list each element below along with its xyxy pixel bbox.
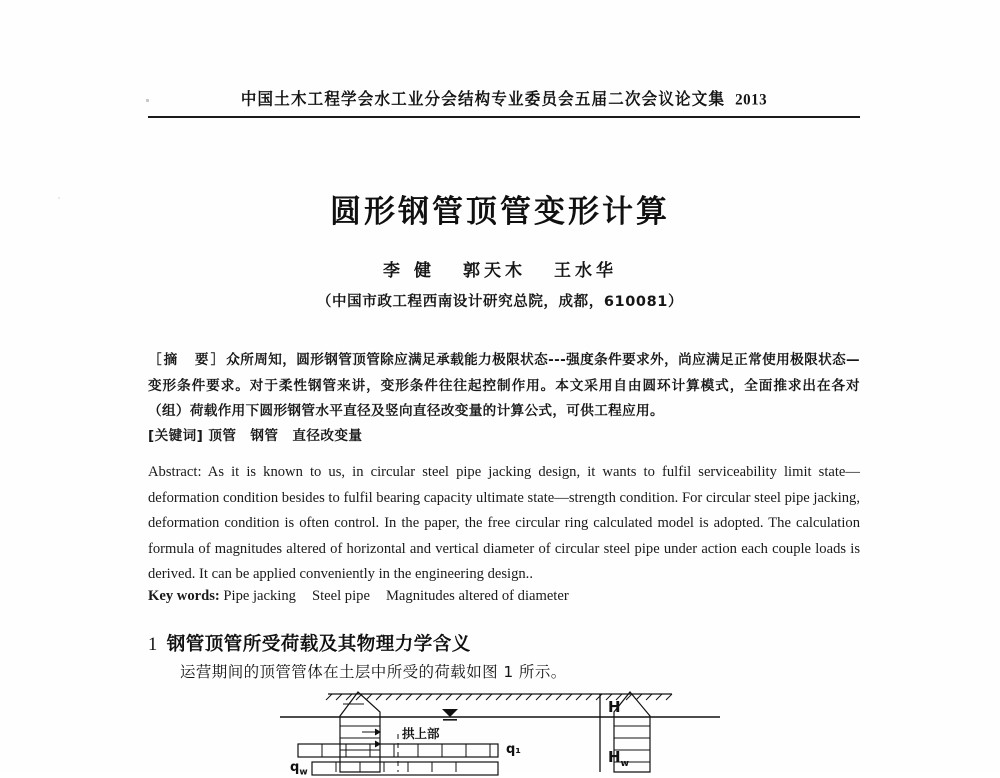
chinese-abstract-text: 众所周知，圆形钢管顶管除应满足承载能力极限状态---强度条件要求外，尚应满足正常使用极限状态—变形条件要求。对于柔性钢管来讲，变形条件往往起控制作用。本文采用自由圆环计算模式，全面推求出在各对（组）荷载作用下圆形钢管水平直径及竖向直径改变量的计算公式，可供工程应用。 <box>148 352 861 419</box>
chinese-keyword: 钢管 <box>250 428 279 444</box>
figure-label-qw <box>290 760 308 778</box>
figure-label-Hw-text: H <box>608 748 621 766</box>
section-heading <box>148 630 860 656</box>
figure-label-qw-subscript: w <box>299 767 308 778</box>
chinese-keyword: 直径改变量 <box>292 428 363 444</box>
figure-label-qw-text: q <box>290 760 300 775</box>
running-header-text <box>148 87 860 110</box>
chinese-abstract <box>148 348 860 425</box>
water-table-symbol <box>442 709 458 721</box>
author-name: 郭天木 <box>462 261 526 281</box>
header-rule <box>148 116 860 118</box>
english-keywords-label: Key words: <box>148 588 220 604</box>
chinese-keywords <box>148 424 860 444</box>
page-title: 圆形钢管顶管变形计算 <box>330 194 670 230</box>
english-keyword: Magnitudes altered of diameter <box>385 588 569 604</box>
load-bar-qw-ticks <box>336 762 456 772</box>
english-keywords <box>148 588 860 605</box>
english-keyword: Steel pipe <box>311 588 370 604</box>
english-abstract <box>148 460 860 588</box>
conference-name: 中国土木工程学会水工业分会结构专业委员会五届二次会议论文集 <box>240 89 726 109</box>
figure-label-q1-text: q₁ <box>506 742 521 757</box>
author-name: 王水华 <box>553 261 617 281</box>
chinese-keyword: 顶管 <box>208 428 237 444</box>
figure-label-q1 <box>506 742 521 757</box>
chinese-abstract-label: ［摘 要］ <box>148 352 227 368</box>
author-affiliation: （中国市政工程西南设计研究总院，成都，610081） <box>316 294 684 310</box>
conference-year: 2013 <box>735 91 768 109</box>
figure-label-Hw-subscript: w <box>620 759 629 769</box>
english-abstract-text: As it is known to us, in circular steel pipe jacking design, it wants to fulfil serviceability limit state—deformation condition besides to fulfil bearing capacity ultimate state—strength condition. For circular steel pipe jacking, deformation condition is often control. In the paper, the free circular ring calculated model is adopted. The calculation formula of magnitudes altered of horizontal and vertical diameter of circular steel pipe under action each couple loads is derived. It can be applied conveniently in the engineering design.. <box>148 464 860 583</box>
chinese-keywords-label: [关键词] <box>148 428 204 444</box>
figure-label-H: H <box>608 698 621 716</box>
english-keyword: Pipe jacking <box>223 588 296 604</box>
author-list <box>0 256 1000 281</box>
author-name: 李 健 <box>383 261 435 281</box>
section-number: 1 <box>148 635 158 655</box>
section-paragraph: 运营期间的顶管管体在土层中所受的荷载如图 1 所示。 <box>180 663 567 681</box>
figure-label-Hw <box>608 748 629 769</box>
figure-1-pipe-jacking-loads <box>280 690 720 778</box>
figure-label-arch-top: 拱上部 <box>402 726 440 741</box>
section-heading-text: 钢管顶管所受荷载及其物理力学含义 <box>166 634 471 655</box>
running-header <box>148 88 860 118</box>
figure-1-drawing <box>280 690 720 772</box>
english-abstract-label: Abstract: <box>148 464 202 480</box>
